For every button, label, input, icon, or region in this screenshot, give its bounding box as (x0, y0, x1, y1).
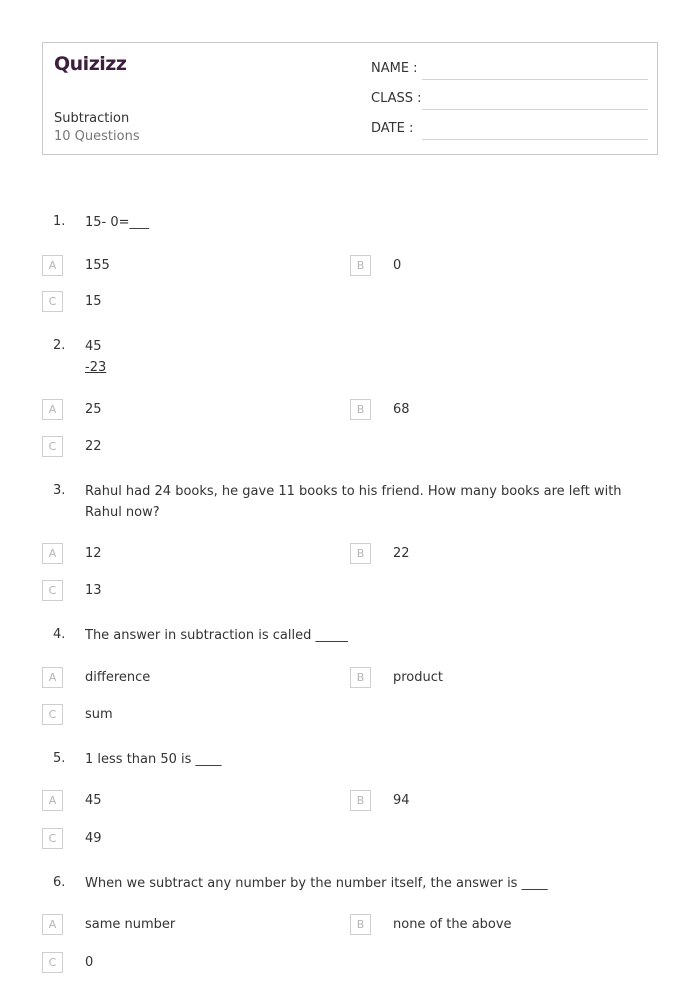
option-c-text: 49 (85, 831, 102, 846)
question-count: 10 Questions (54, 129, 140, 144)
option-b-text: 22 (393, 546, 410, 561)
option-a-text: 12 (85, 546, 102, 561)
option-a-box[interactable]: A (42, 790, 63, 811)
option-b-text: product (393, 670, 444, 685)
option-c-text: sum (85, 707, 113, 722)
option-b-box[interactable]: B (350, 255, 371, 276)
question-number: 5. (53, 751, 66, 766)
question-number: 1. (53, 214, 66, 229)
option-b-box[interactable]: B (350, 790, 371, 811)
option-b-box[interactable]: B (350, 914, 371, 935)
option-b-box[interactable]: B (350, 667, 371, 688)
option-a-text: 25 (85, 402, 102, 417)
question-number: 6. (53, 875, 66, 890)
question-text: 45 (85, 339, 102, 354)
option-a-text: 155 (85, 258, 110, 273)
question-number: 3. (53, 483, 66, 498)
option-c-box[interactable]: C (42, 952, 63, 973)
option-b-text: none of the above (393, 917, 512, 932)
date-label: DATE : (371, 121, 414, 136)
question-text: 15- 0=___ (85, 215, 150, 230)
question-number: 2. (53, 338, 66, 353)
class-label: CLASS : (371, 91, 422, 106)
option-a-box[interactable]: A (42, 667, 63, 688)
option-a-text: same number (85, 917, 176, 932)
option-c-box[interactable]: C (42, 580, 63, 601)
option-c-text: 0 (85, 955, 94, 970)
option-a-text: difference (85, 670, 151, 685)
option-a-box[interactable]: A (42, 255, 63, 276)
option-a-text: 45 (85, 793, 102, 808)
option-b-box[interactable]: B (350, 399, 371, 420)
option-a-box[interactable]: A (42, 543, 63, 564)
option-a-box[interactable]: A (42, 914, 63, 935)
name-label: NAME : (371, 61, 418, 76)
option-a-box[interactable]: A (42, 399, 63, 420)
quiz-title: Subtraction (54, 111, 130, 126)
question-number: 4. (53, 627, 66, 642)
name-line[interactable] (422, 79, 648, 80)
option-c-box[interactable]: C (42, 704, 63, 725)
option-c-box[interactable]: C (42, 436, 63, 457)
option-b-text: 68 (393, 402, 410, 417)
option-c-box[interactable]: C (42, 291, 63, 312)
class-line[interactable] (422, 109, 648, 110)
question-text: Rahul had 24 books, he gave 11 books to his friend. How many books are left with Rahul now? (85, 484, 622, 520)
quizizz-logo: Quizizz (54, 53, 127, 75)
option-c-text: 13 (85, 583, 102, 598)
option-b-text: 0 (393, 258, 402, 273)
question-text: The answer in subtraction is called _____ (85, 628, 348, 643)
option-c-text: 15 (85, 294, 102, 309)
question-text: 1 less than 50 is ____ (85, 752, 222, 767)
option-b-text: 94 (393, 793, 410, 808)
worksheet-header (42, 42, 658, 155)
date-line[interactable] (422, 139, 648, 140)
option-c-text: 22 (85, 439, 102, 454)
option-c-box[interactable]: C (42, 828, 63, 849)
option-b-box[interactable]: B (350, 543, 371, 564)
question-text-subtrahend: -23 (85, 360, 107, 375)
question-text: When we subtract any number by the number itself, the answer is ____ (85, 876, 548, 891)
